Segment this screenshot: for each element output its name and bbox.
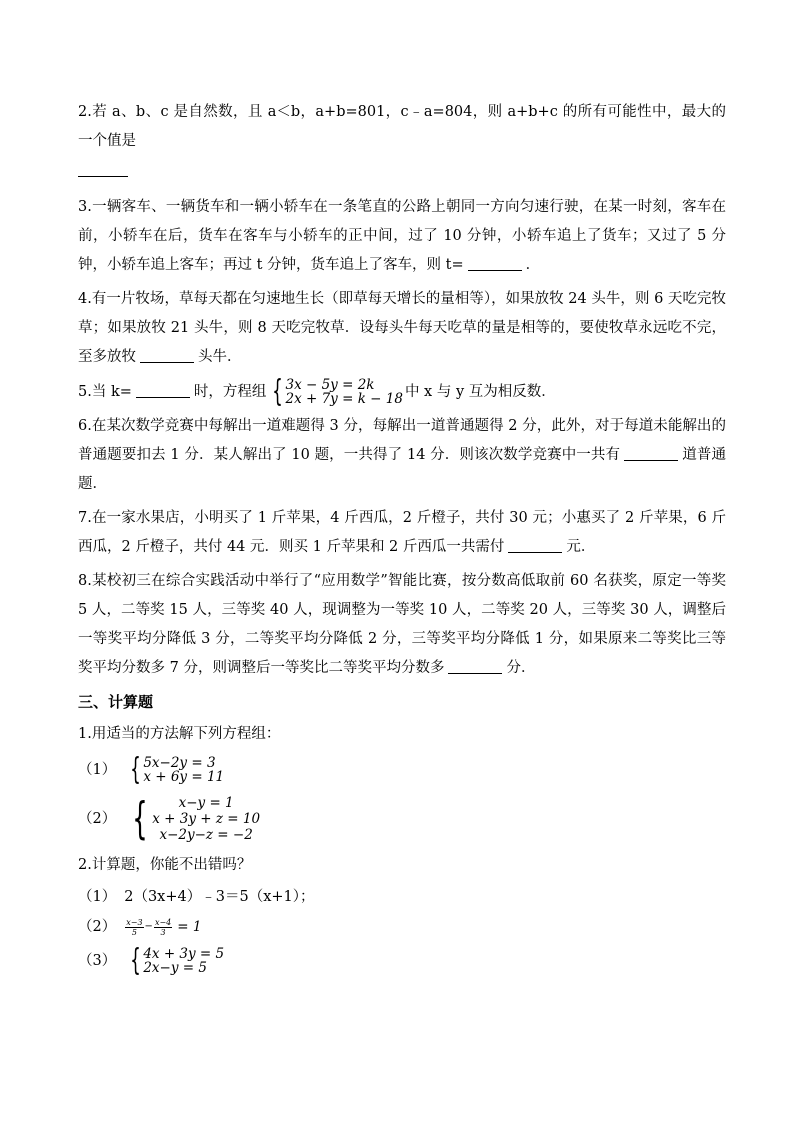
question-2 bbox=[78, 98, 726, 156]
answer-blank[interactable] bbox=[624, 444, 678, 461]
fraction-numerator: x−4 bbox=[154, 917, 172, 927]
question-7 bbox=[78, 504, 726, 562]
question-5-post: 中 x 与 y 互为相反数． bbox=[404, 384, 556, 400]
section-heading: 三、计算题 bbox=[78, 693, 154, 711]
equation-system bbox=[268, 374, 403, 409]
fraction-numerator: x−3 bbox=[126, 917, 143, 927]
question-8 bbox=[78, 567, 726, 683]
question-5-pre: 5.当 k= bbox=[78, 384, 132, 400]
fraction-denominator: 5 bbox=[131, 927, 137, 937]
question-4-text: 4.有一片牧场，草每天都在匀速地生长（即草每天增长的量相等），如果放牧 24 头牛，则 6 天吃完牧草；如果放牧 21 头牛，则 8 天吃完牧草．设每头牛每天吃草的量是相等的，要使牧草永远吃不完，至多放牧 bbox=[78, 291, 726, 365]
calc-question-2 bbox=[78, 851, 726, 880]
calc-2-part-3 bbox=[78, 943, 726, 978]
equation-line: 3x − 5y = 2k bbox=[285, 377, 375, 393]
answer-blank[interactable] bbox=[468, 254, 522, 271]
fraction bbox=[154, 918, 172, 937]
question-5 bbox=[78, 374, 726, 409]
question-5-mid: 时，方程组 bbox=[193, 384, 267, 400]
equation-line: x + 6y = 11 bbox=[143, 769, 225, 785]
question-3 bbox=[78, 193, 726, 280]
question-4 bbox=[78, 285, 726, 372]
equation-line: 2x−y = 5 bbox=[143, 960, 207, 976]
question-8-tail: 分． bbox=[506, 660, 536, 676]
answer-blank[interactable] bbox=[140, 346, 194, 363]
part-number: （1） bbox=[78, 889, 117, 905]
brace-icon: { bbox=[272, 374, 284, 409]
fraction bbox=[125, 918, 143, 937]
answer-blank[interactable] bbox=[136, 381, 190, 398]
calc-1-part-2 bbox=[78, 795, 726, 843]
equation-line: x−y = 1 bbox=[178, 795, 234, 811]
calc-2-part-1 bbox=[78, 886, 726, 908]
equation-line: 4x + 3y = 5 bbox=[143, 946, 225, 962]
question-4-tail: 头牛． bbox=[198, 349, 242, 365]
equation-line: x−2y−z = −2 bbox=[159, 827, 253, 843]
fraction-denominator: 3 bbox=[160, 927, 166, 937]
equation-rhs: = 1 bbox=[177, 919, 202, 935]
equation-line: 5x−2y = 3 bbox=[143, 755, 216, 771]
question-3-text: 3.一辆客车、一辆货车和一辆小轿车在一条笔直的公路上朝同一方向匀速行驶，在某一时刻，客车在前，小轿车在后，货车在客车与小轿车的正中间，过了 10 分钟，小轿车追上了货车；又过了 5 分钟，小轿车追上客车；再过 t 分钟，货车追上了客车，则 t= bbox=[78, 199, 726, 273]
document-page bbox=[78, 98, 726, 984]
equation-line: 2x + 7y = k − 18 bbox=[285, 391, 403, 407]
question-7-tail: 元． bbox=[566, 539, 596, 555]
question-2-answer-row bbox=[78, 159, 726, 188]
answer-blank[interactable] bbox=[78, 175, 128, 177]
calc-question-1-text: 1.用适当的方法解下列方程组： bbox=[78, 726, 281, 742]
question-2-text: 2.若 a、b、c 是自然数，且 a＜b，a+b=801，c﹣a=804，则 a+b+c 的所有可能性中，最大的一个值是 bbox=[78, 104, 726, 149]
equation-system bbox=[126, 943, 225, 978]
brace-icon: { bbox=[130, 752, 142, 787]
calc-question-2-text: 2.计算题，你能不出错吗？ bbox=[78, 857, 252, 873]
equation-system bbox=[126, 795, 260, 843]
part-number: （3） bbox=[78, 953, 117, 969]
question-6 bbox=[78, 412, 726, 499]
equation-line: 2（3x+4）﹣3＝5（x+1）； bbox=[124, 889, 315, 905]
calc-2-part-2 bbox=[78, 916, 726, 938]
equation-line: x + 3y + z = 10 bbox=[152, 811, 261, 827]
brace-icon: { bbox=[132, 793, 148, 844]
question-8-text: 8.某校初三在综合实践活动中举行了“应用数学”智能比赛，按分数高低取前 60 名获奖，原定一等奖 5 人，二等奖 15 人，三等奖 40 人，现调整为一等奖 10 人，二等奖 20 人，三等奖 30 人，调整后一等奖平均分降低 3 分，二等奖平均分降低 2 分，三等奖平均分降低 1 分，如果原来二等奖比三等奖平均分数多 7 分，则调整后一等奖比二等奖平均分数多 bbox=[78, 573, 726, 676]
question-7-text: 7.在一家水果店，小明买了 1 斤苹果，4 斤西瓜，2 斤橙子，共付 30 元；小惠买了 2 斤苹果，6 斤西瓜，2 斤橙子，共付 44 元．则买 1 斤苹果和 2 斤西瓜一共需付 bbox=[78, 510, 726, 555]
answer-blank[interactable] bbox=[448, 657, 502, 674]
answer-blank[interactable] bbox=[508, 536, 562, 553]
calc-question-1 bbox=[78, 720, 726, 749]
question-6-text: 6.在某次数学竞赛中每解出一道难题得 3 分，每解出一道普通题得 2 分，此外，对于每道未能解出的普通题要扣去 1 分．某人解出了 10 题，一共得了 14 分．则该次数学竞赛中一共有 bbox=[78, 418, 726, 463]
brace-icon: { bbox=[130, 943, 142, 978]
question-6-tail: 道普通题． bbox=[78, 447, 727, 492]
minus-sign: − bbox=[144, 921, 153, 932]
calc-1-part-1 bbox=[78, 752, 726, 787]
question-3-tail: ． bbox=[525, 257, 541, 273]
equation-system bbox=[126, 752, 225, 787]
part-number: （2） bbox=[78, 811, 117, 827]
part-number: （2） bbox=[78, 919, 117, 935]
part-number: （1） bbox=[78, 762, 117, 778]
